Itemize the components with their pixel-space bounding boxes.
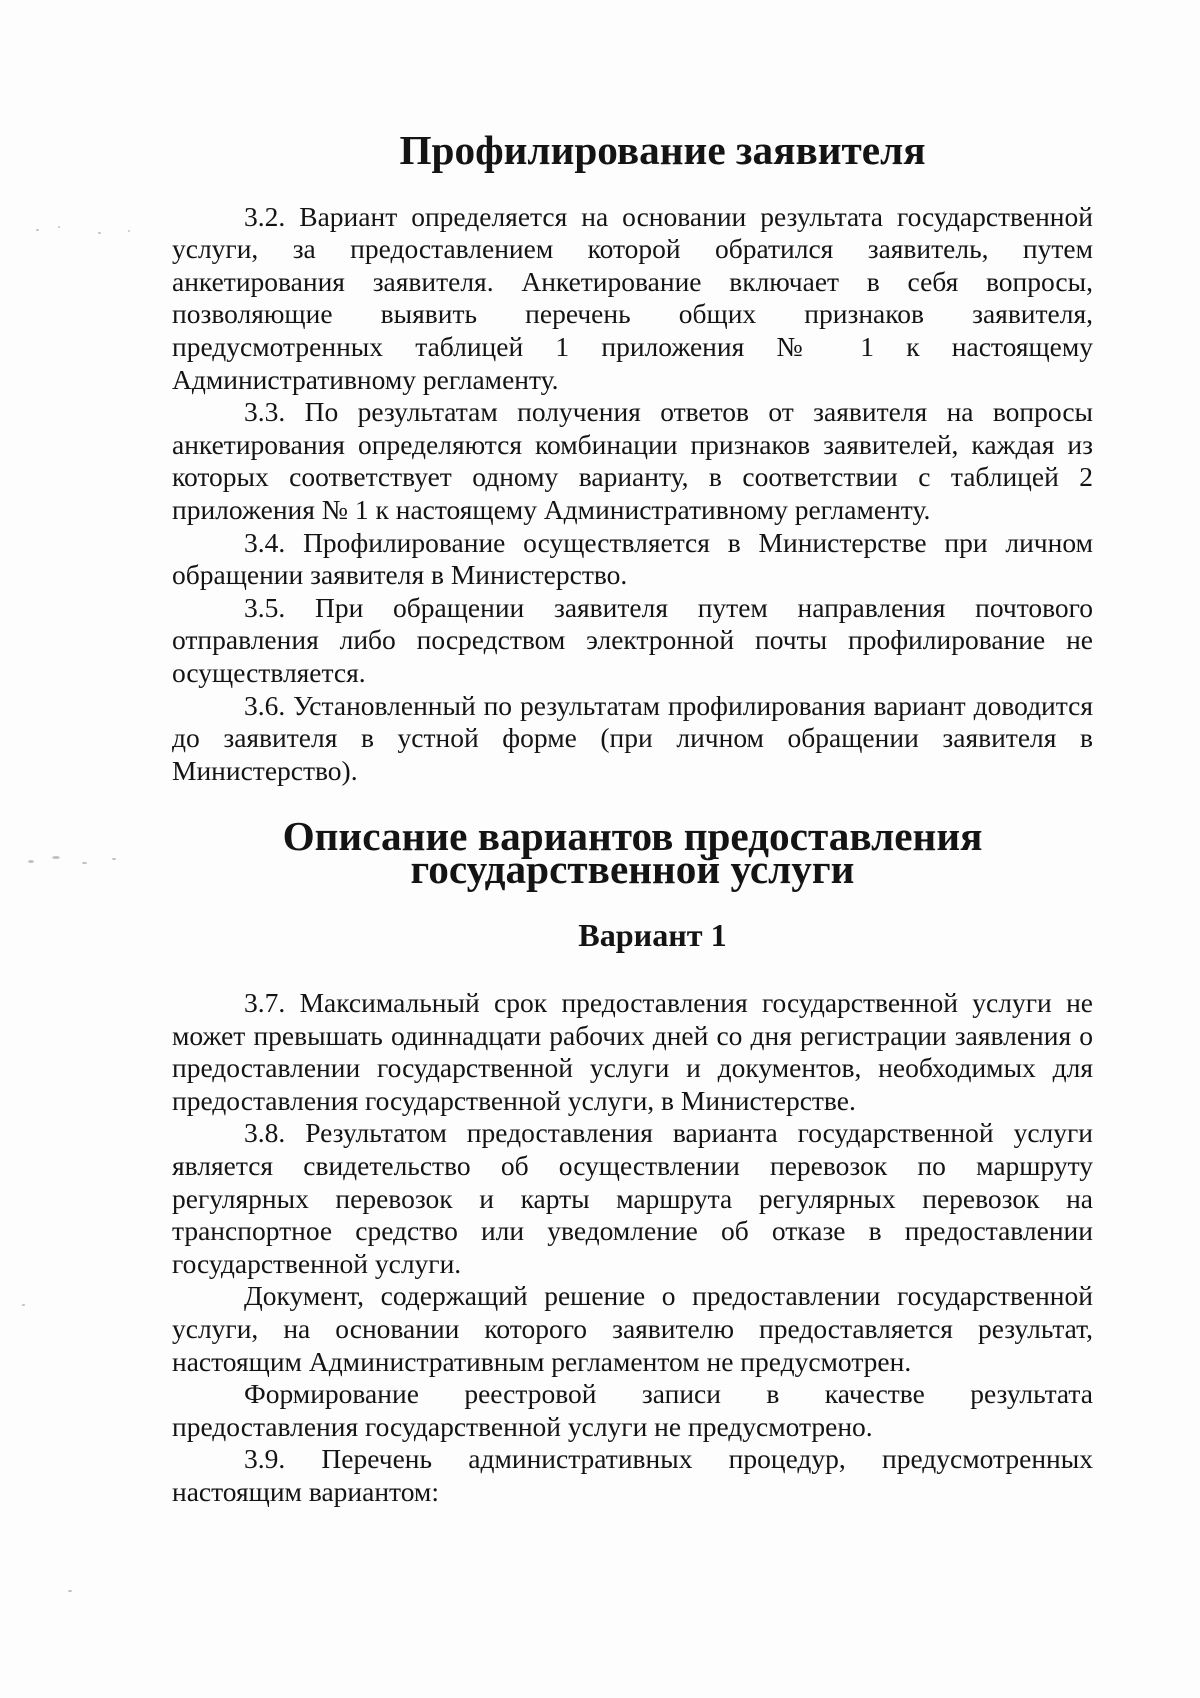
paragraph-3-4: 3.4. Профилирование осуществляется в Министерстве при личном обращении заявителя в Министерство. — [172, 526, 1093, 591]
scan-speck — [28, 860, 34, 863]
paragraph-3-2: 3.2. Вариант определяется на основании результата государственной услуги, за предоставлением которой обратился заявитель, путем анкетирования заявителя. Анкетирование включает в себя вопросы, позволяющие выявить перечень общих признаков заявителя, предусмотренных таблицей 1 приложения № 1 к настоящему Административному регламенту. — [172, 200, 1093, 395]
scan-speck — [22, 1304, 25, 1306]
scan-speck — [82, 862, 87, 864]
scan-speck — [52, 856, 60, 859]
paragraph-3-5: 3.5. При обращении заявителя путем направления почтового отправления либо посредством электронной почты профилирование не осуществляется. — [172, 591, 1093, 688]
paragraph-3-6: 3.6. Установленный по результатам профилирования вариант доводится до заявителя в устной форме (при личном обращении заявителя в Министерство). — [172, 689, 1093, 786]
section-title-variants: Описание вариантов предоставления государственной услуги — [282, 813, 983, 892]
paragraph-3-8: 3.8. Результатом предоставления варианта государственной услуги является свидетельство об осуществлении перевозок по маршруту регулярных перевозок и карты маршрута регулярных перевозок на транспортное средство или уведомление об отказе в предоставлении государственной услуги. — [172, 1117, 1093, 1279]
scan-speck — [98, 232, 101, 234]
scan-speck — [58, 226, 60, 228]
scan-speck — [36, 229, 39, 231]
document-body — [172, 127, 1093, 1509]
scan-speck — [128, 230, 130, 232]
paragraph-registry-record: Формирование реестровой записи в качестве результата предоставления государственной услуги не предусмотрено. — [172, 1378, 1093, 1442]
scan-speck — [68, 1590, 72, 1592]
paragraph-decision-document: Документ, содержащий решение о предоставлении государственной услуги, на основании которого заявителю предоставляется результат, настоящим Административным регламентом не предусмотрен. — [172, 1280, 1093, 1377]
section-title-profiling: Профилирование заявителя — [399, 127, 926, 173]
scan-speck — [112, 858, 116, 860]
paragraph-3-7: 3.7. Максимальный срок предоставления государственной услуги не может превышать одиннадцати рабочих дней со дня регистрации заявления о предоставлении государственной услуги и документов, необходимых для предоставления государственной услуги, в Министерстве. — [172, 987, 1093, 1116]
paragraph-3-3: 3.3. По результатам получения ответов от заявителя на вопросы анкетирования определяются комбинации признаков заявителей, каждая из которых соответствует одному варианту, в соответствии с таблицей 2 приложения № 1 к настоящему Административному регламенту. — [172, 396, 1093, 525]
paragraph-3-9: 3.9. Перечень административных процедур, предусмотренных настоящим вариантом: — [172, 1443, 1093, 1507]
variant-title: Вариант 1 — [578, 917, 727, 954]
